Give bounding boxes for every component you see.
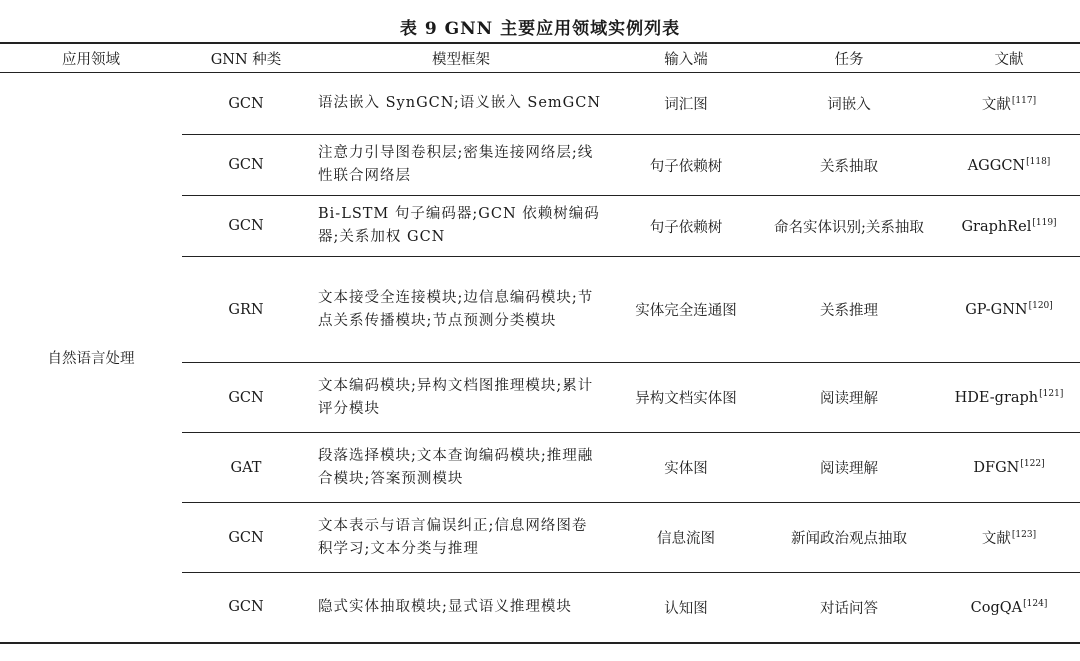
header-row (0, 43, 1080, 73)
gnn-type-cell: GCN (182, 73, 310, 135)
ref-cell (938, 573, 1080, 643)
input-cell: 句子依赖树 (612, 196, 760, 257)
model-cell: Bi-LSTM 句子编码器;GCN 依赖树编码器;关系加权 GCN (310, 196, 612, 257)
gnn-type-cell: GCN (182, 196, 310, 257)
ref-cell (938, 135, 1080, 196)
gnn-application-table (0, 42, 1080, 644)
ref-cell (938, 503, 1080, 573)
ref-citation: [124] (1023, 598, 1048, 609)
model-cell: 隐式实体抽取模块;显式语义推理模块 (318, 598, 572, 615)
ref-text: CogQA (970, 599, 1023, 616)
header-task: 任务 (760, 43, 938, 73)
ref-citation: [117] (1011, 96, 1037, 106)
task-cell: 词嵌入 (760, 73, 938, 135)
model-cell: 文本表示与语言偏误纠正;信息网络图卷积学习;文本分类与推理 (310, 503, 612, 573)
domain-cell: 自然语言处理 (47, 350, 135, 367)
input-cell: 实体图 (612, 433, 760, 503)
ref-text: GraphRel (961, 218, 1032, 235)
ref-cell (938, 363, 1080, 433)
ref-citation: [123] (1011, 530, 1037, 540)
model-cell: 段落选择模块;文本查询编码模块;推理融合模块;答案预测模块 (310, 433, 612, 503)
input-cell: 信息流图 (612, 503, 760, 573)
input-cell: 异构文档实体图 (612, 363, 760, 433)
ref-cell (938, 196, 1080, 257)
ref-text: GP-GNN (965, 302, 1028, 318)
header-model: 模型框架 (310, 43, 612, 73)
task-cell: 阅读理解 (760, 363, 938, 433)
task-cell: 新闻政治观点抽取 (760, 503, 938, 573)
input-cell: 词汇图 (612, 73, 760, 135)
gnn-type-cell: GCN (228, 599, 264, 616)
model-cell: 文本接受全连接模块;边信息编码模块;节点关系传播模块;节点预测分类模块 (310, 257, 612, 363)
ref-citation: [122] (1020, 459, 1045, 469)
gnn-type-cell: GCN (182, 363, 310, 433)
header-input: 输入端 (612, 43, 760, 73)
task-cell: 阅读理解 (760, 433, 938, 503)
ref-text: AGGCN (967, 157, 1026, 174)
task-cell: 关系抽取 (760, 135, 938, 196)
ref-text: DFGN (973, 460, 1020, 476)
ref-text: HDE-graph (954, 390, 1039, 406)
header-ref: 文献 (938, 43, 1080, 73)
ref-text: 文献 (981, 531, 1011, 547)
input-cell: 实体完全连通图 (612, 257, 760, 363)
ref-citation: [119] (1032, 217, 1057, 228)
ref-citation: [118] (1026, 156, 1051, 167)
task-cell: 命名实体识别;关系抽取 (760, 196, 938, 257)
gnn-type-cell: GAT (182, 433, 310, 503)
ref-text: 文献 (981, 97, 1011, 113)
ref-cell (938, 433, 1080, 503)
header-gnn-type: GNN 种类 (182, 43, 310, 73)
gnn-type-cell: GCN (182, 503, 310, 573)
task-cell: 关系推理 (760, 257, 938, 363)
table-title: 表 9 GNN 主要应用领域实例列表 (399, 19, 681, 39)
ref-citation: [121] (1039, 389, 1064, 399)
task-cell: 对话问答 (820, 600, 878, 617)
input-cell: 句子依赖树 (612, 135, 760, 196)
model-cell: 注意力引导图卷积层;密集连接网络层;线性联合网络层 (310, 135, 612, 196)
model-cell: 文本编码模块;异构文档图推理模块;累计评分模块 (310, 363, 612, 433)
table-row (0, 73, 1080, 135)
input-cell: 认知图 (664, 600, 708, 617)
gnn-type-cell: GRN (182, 257, 310, 363)
gnn-type-cell: GCN (182, 135, 310, 196)
ref-cell (938, 257, 1080, 363)
ref-cell (938, 73, 1080, 135)
model-cell: 语法嵌入 SynGCN;语义嵌入 SemGCN (310, 73, 612, 135)
ref-citation: [120] (1028, 301, 1053, 311)
header-domain: 应用领域 (0, 43, 182, 73)
